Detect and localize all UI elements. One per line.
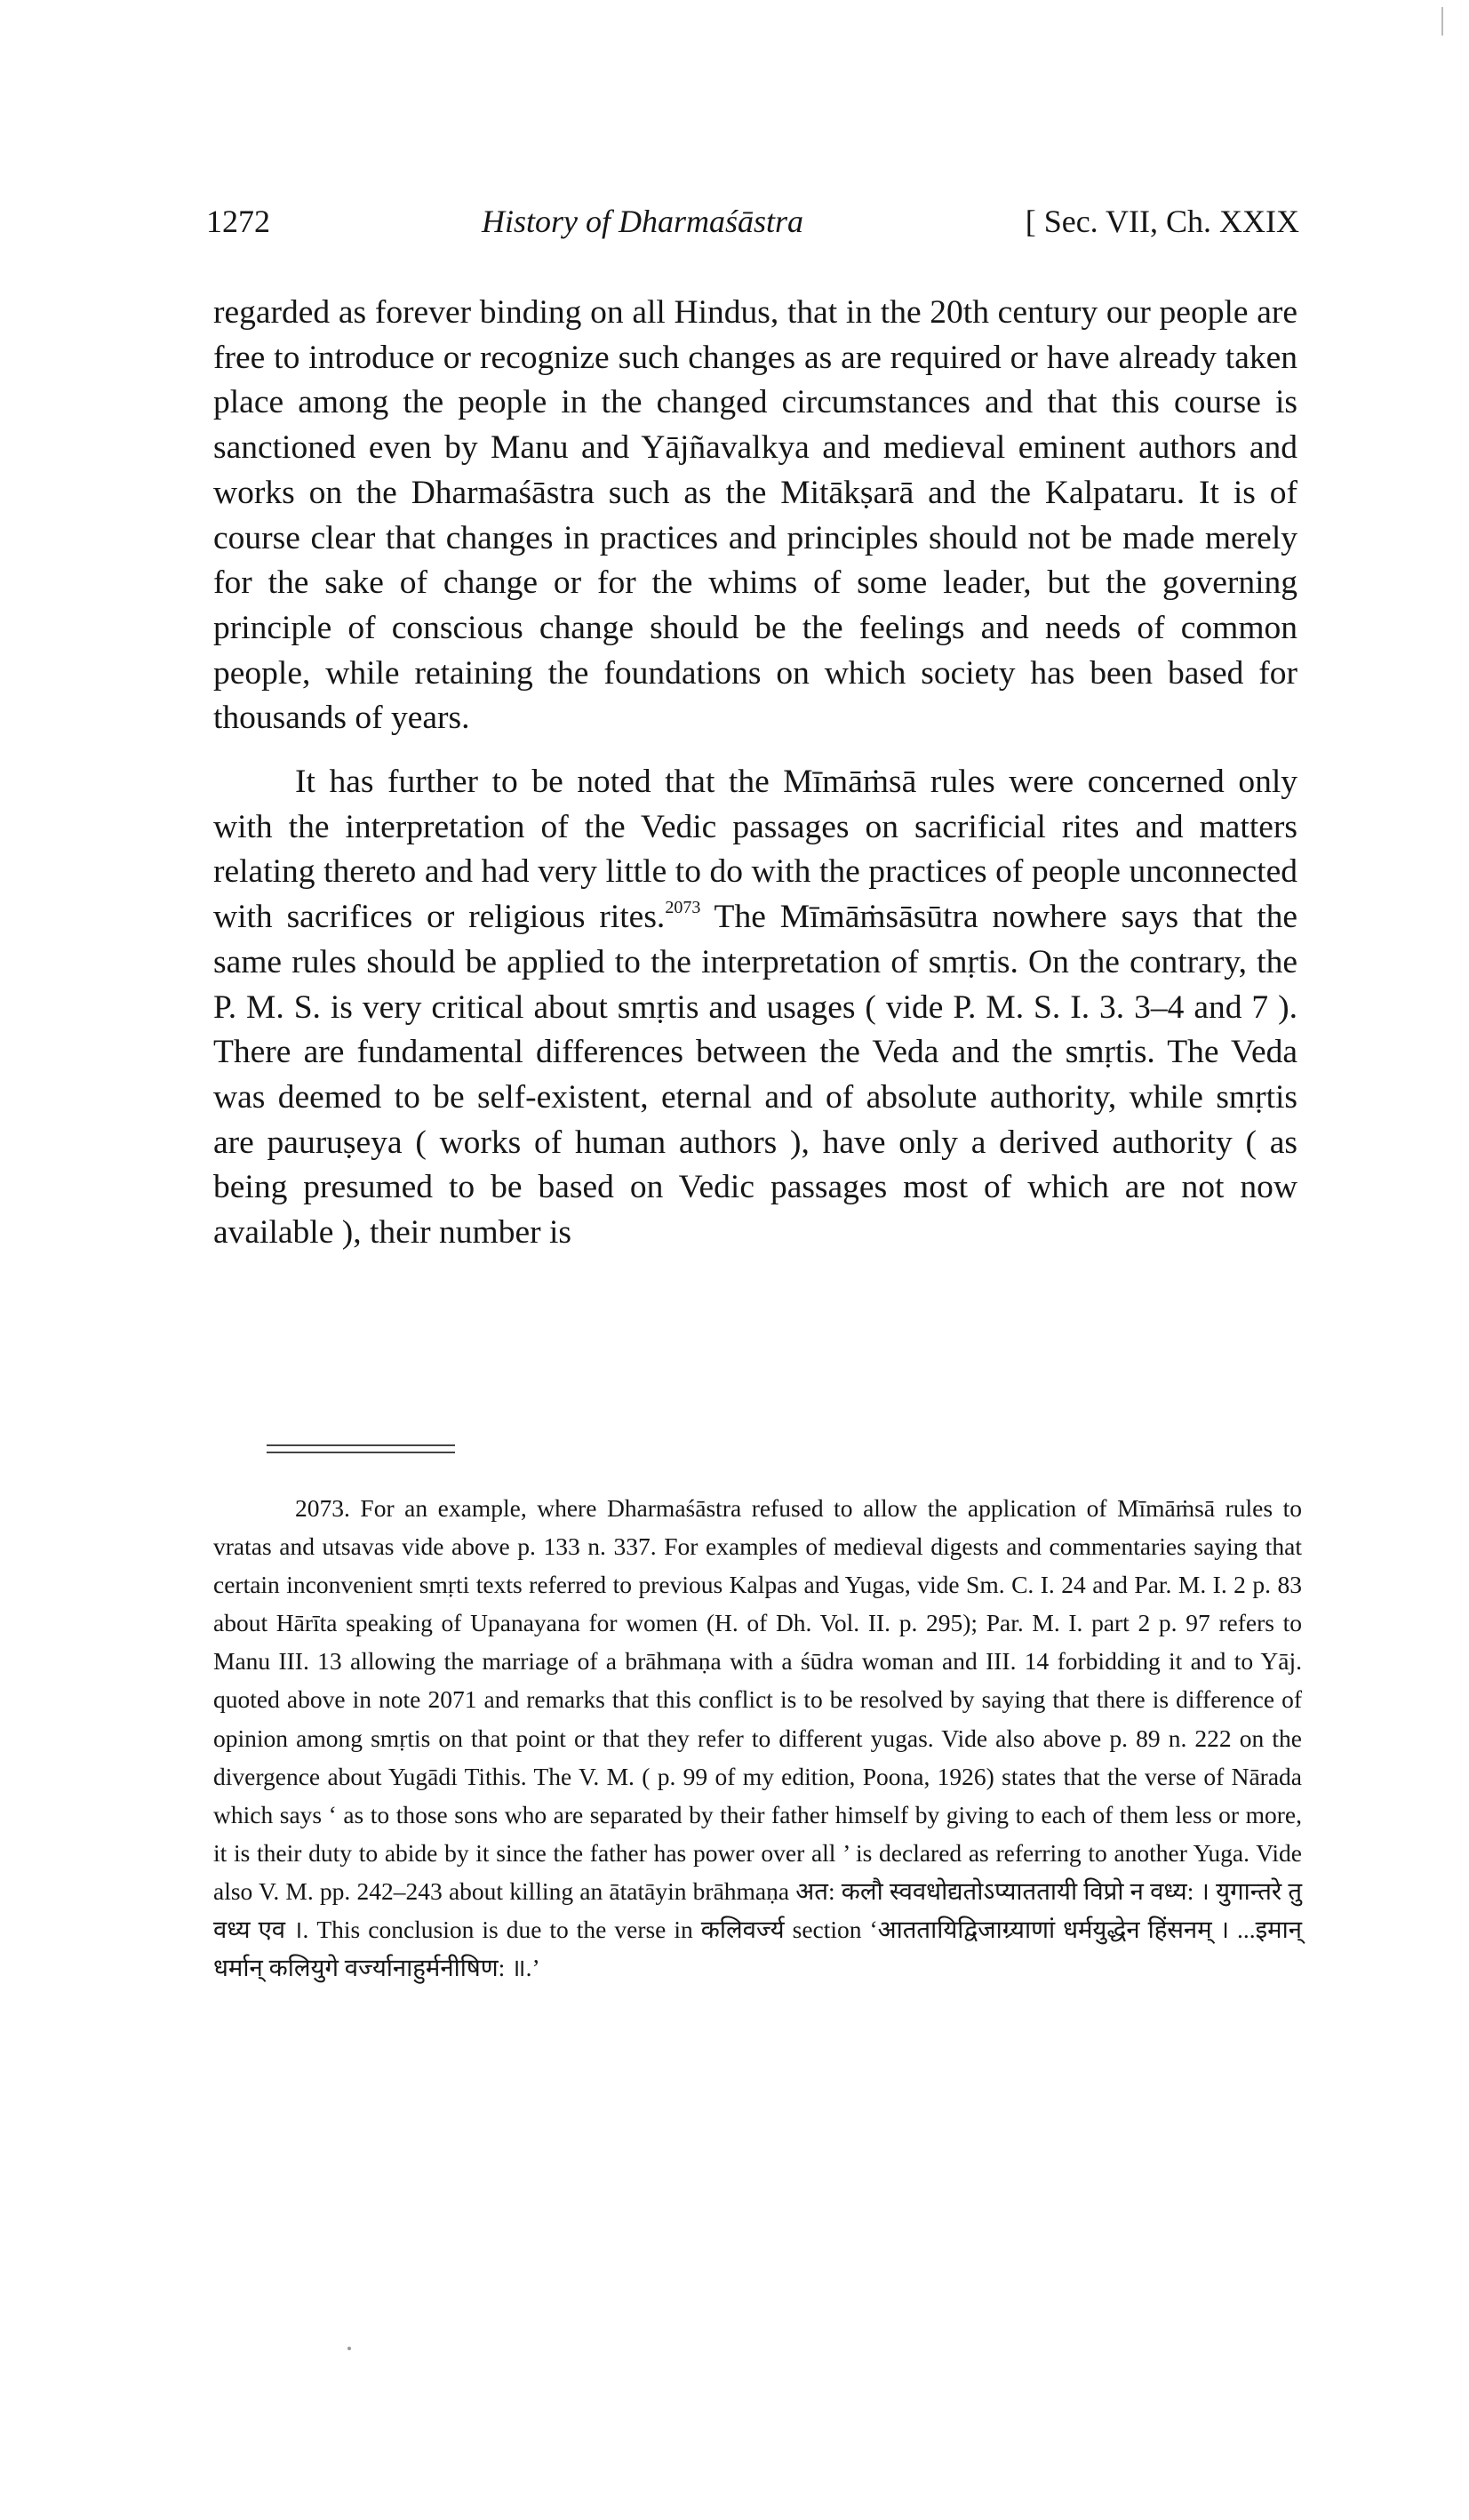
paragraph-2-part-1: It has further to be noted that the Mīmāṁsā rules were concerned only with the interpretation of the Vedic passages on sacrificial rites and matters relating thereto and had very little to do with the practices of people unconnected with sacrifices or religious rites. [213,764,1297,936]
page-number: 1272 [206,204,270,239]
footnote-separator-top [267,1444,455,1446]
scan-edge-mark [1441,7,1443,36]
footnote-2073: 2073. For an example, where Dharmaśāstra refused to allow the application of Mīmāṁsā rules to vratas and utsavas vide above p. 133 n. 337. For examples of medieval digests and commentaries saying that certain inconvenient smṛti texts referred to previous Kalpas and Yugas, vide Sm. C. I. 24 and Par. M. I. 2 p. 83 about Hārīta speaking of Upanayana for women (H. of Dh. Vol. II. p. 295); Par. M. I. part 2 p. 97 refers to Manu III. 13 allowing the marriage of a brāhmaṇa with a śūdra woman and III. 14 forbidding it and to Yāj. quoted above in note 2071 and remarks that this conflict is to be resolved by saying that there is difference of opinion among smṛtis on that point or that they refer to different yugas. Vide also above p. 89 n. 222 on the divergence about Yugādi Tithis. The V. M. ( p. 99 of my edition, Poona, 1926) states that the verse of Nārada which says ‘ as to those sons who are separated by their father himself by giving to each of them less or more, it is their duty to abide by it since the father has power over all ’ is declared as referring to another Yuga. Vide also V. M. pp. 242–243 about killing an ātatāyin brāhmaṇa अत: कलौ स्ववधोद्यतोऽप्याततायी विप्रो न वध्य: । युगान्तरे तु वध्य एव ।. This conclusion is due to the verse in कलिवर्ज्य section ‘आततायिद्विजाग्र्याणां धर्मयुद्धेन हिंसनम् । ...इमान् धर्मान् कलियुगे वर्ज्यानाहुर्मनीषिण: ॥.’ [213,1494,1302,1982]
paragraph-1: regarded as forever binding on all Hindus, that in the 20th century our people are free to introduce or recognize such changes as are required or have already taken place among the people in the changed circumstances and that this course is sanctioned even by Manu and Yājñavalkya and medieval eminent authors and works on the Dharmaśāstra such as the Mitākṣarā and the Kalpataru. It is of course clear that changes in practices and principles should not be made merely for the sake of change or for the whims of some leader, but the governing principle of conscious change should be the feelings and needs of common people, while retaining the foundations on which society has been based for thousands of years. [213,294,1297,737]
main-text [213,291,1297,1256]
footnote-separator-bottom [267,1452,455,1453]
running-title: History of Dharmaśāstra [482,204,804,239]
paragraph-2 [213,760,1297,1256]
section-reference: [ Sec. VII, Ch. XXIX [1025,204,1299,239]
footnote-marker: 2073 [665,898,701,918]
page-header [206,203,1299,256]
scan-speck [347,2347,351,2350]
paragraph-2-part-2: The Mīmāṁsāsūtra nowhere says that the same rules should be applied to the interpretation of smṛtis. On the contrary, the P. M. S. is very critical about smṛtis and usages ( vide P. M. S. I. 3. 3–4 and 7 ). There are fundamental differences between the Veda and the smṛtis. The Veda was deemed to be self-existent, eternal and of absolute authority, while smṛtis are pauruṣeya ( works of human authors ), have only a derived authority ( as being presumed to be based on Vedic passages most of which are not now available ), their number is [213,899,1298,1252]
